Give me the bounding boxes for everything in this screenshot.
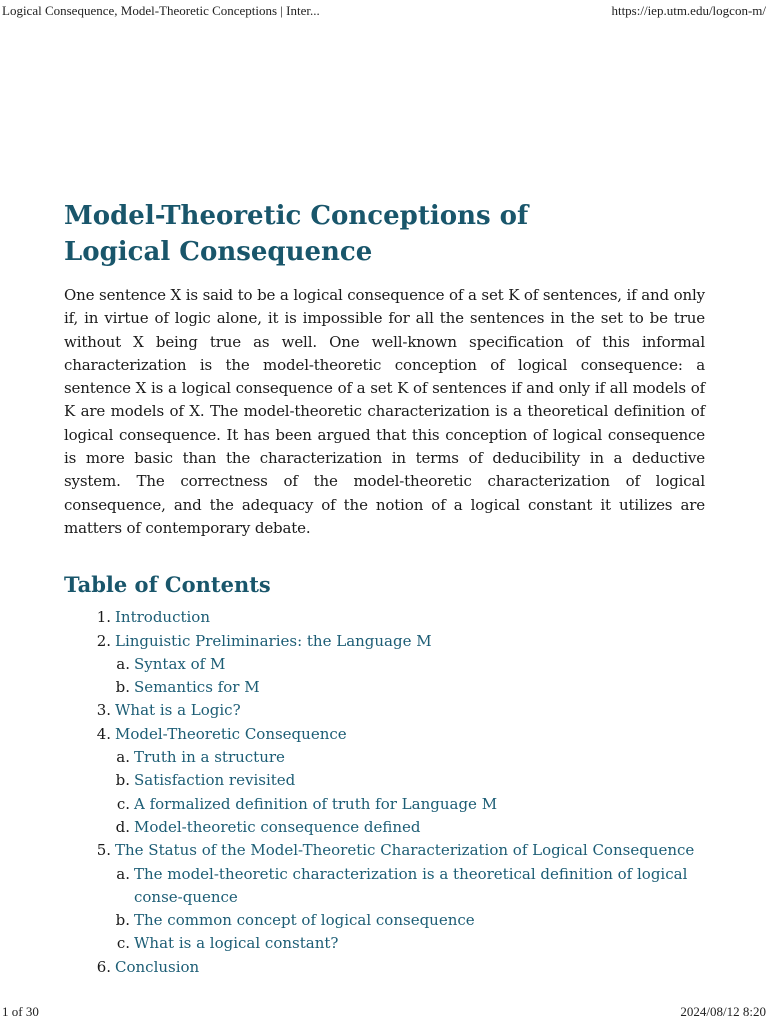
print-datetime: 2024/08/12 8:20 <box>680 1004 766 1019</box>
toc-item <box>64 839 705 955</box>
toc-subitem <box>64 653 705 676</box>
toc-sublink[interactable]: The common concept of logical consequence <box>134 911 475 930</box>
toc-item-number: 2. <box>96 631 111 650</box>
table-of-contents <box>64 606 705 979</box>
toc-subitem-letter: b. <box>115 771 130 790</box>
toc-item <box>64 699 705 722</box>
toc-link[interactable]: What is a Logic? <box>115 701 241 720</box>
toc-item-number: 6. <box>96 957 111 976</box>
toc-subitem-letter: b. <box>115 678 130 697</box>
print-page-title: Logical Consequence, Model-Theoretic Conceptions | Inter... <box>2 3 320 18</box>
toc-link[interactable]: Conclusion <box>115 957 200 976</box>
toc-sublink[interactable]: Satisfaction revisited <box>134 771 296 790</box>
toc-subitem-letter: a. <box>116 654 130 673</box>
toc-subitem <box>64 746 705 769</box>
toc-item <box>64 723 705 839</box>
toc-item-row <box>64 630 705 653</box>
toc-subitem-letter: c. <box>116 794 130 813</box>
toc-item-number: 1. <box>96 608 111 627</box>
toc-sublink[interactable]: Semantics for M <box>134 678 260 697</box>
toc-sublink[interactable]: A formalized definition of truth for Language M <box>134 794 498 813</box>
toc-item <box>64 630 705 700</box>
toc-item <box>64 956 705 979</box>
toc-sublink[interactable]: Syntax of M <box>134 654 226 673</box>
toc-subitem-letter: a. <box>116 748 130 767</box>
toc-subitem-letter: c. <box>116 934 130 953</box>
toc-subitem-letter: b. <box>115 911 130 930</box>
print-header <box>0 3 768 21</box>
print-url: https://iep.utm.edu/logcon-m/ <box>611 3 766 18</box>
toc-item-row <box>64 606 705 629</box>
toc-subitem <box>64 793 705 816</box>
toc-item-row <box>64 699 705 722</box>
toc-subitem <box>64 909 705 932</box>
toc-item-number: 4. <box>96 724 111 743</box>
toc-link[interactable]: Linguistic Preliminaries: the Language M <box>115 631 432 650</box>
toc-item-row <box>64 839 705 862</box>
toc-subitem <box>64 816 705 839</box>
toc-subitem-letter: a. <box>116 864 130 883</box>
toc-item-row <box>64 723 705 746</box>
toc-item-row <box>64 956 705 979</box>
print-footer <box>0 1004 768 1022</box>
toc-sublink[interactable]: Model-theoretic consequence defined <box>134 817 421 836</box>
toc-subitem <box>64 769 705 792</box>
toc-item-number: 5. <box>96 841 111 860</box>
toc-subitem <box>64 863 705 910</box>
toc-link[interactable]: The Status of the Model-Theoretic Characterization of Logical Consequence <box>115 841 695 860</box>
toc-subitem <box>64 932 705 955</box>
toc-sublink[interactable]: What is a logical constant? <box>134 934 339 953</box>
toc-sublink[interactable]: The model-theoretic characterization is a theoretical definition of logical conse-quence <box>134 864 688 906</box>
article-title: Model-Theoretic Conceptions of Logical Consequence <box>64 201 529 267</box>
toc-sublink[interactable]: Truth in a structure <box>134 748 285 767</box>
article-abstract: One sentence X is said to be a logical consequence of a set K of sentences, if and only if, in virtue of logic alone, it is impossible for all the sentences in the set to be true without X being true as well. One well-known specification of this informal characterization is the model-theoretic conception of logical consequence: a sentence X is a logical consequence of a set K of sentences if and only if all models of K are models of X. The model-theoretic characterization is a theoretical definition of logical consequence. It has been argued that this conception of logical consequence is more basic than the characterization in terms of deducibility in a deductive system. The correctness of the model-theoretic characterization of logical consequence, and the adequacy of the notion of a logical constant it utilizes are matters of contemporary debate. <box>64 286 705 537</box>
print-page-number: 1 of 30 <box>2 1004 39 1019</box>
toc-item <box>64 606 705 629</box>
toc-subitem <box>64 676 705 699</box>
toc-item-number: 3. <box>96 701 111 720</box>
toc-link[interactable]: Model-Theoretic Consequence <box>115 724 347 743</box>
toc-heading: Table of Contents <box>64 572 271 598</box>
toc-subitem-letter: d. <box>115 817 130 836</box>
toc-link[interactable]: Introduction <box>115 608 210 627</box>
article <box>64 198 705 979</box>
